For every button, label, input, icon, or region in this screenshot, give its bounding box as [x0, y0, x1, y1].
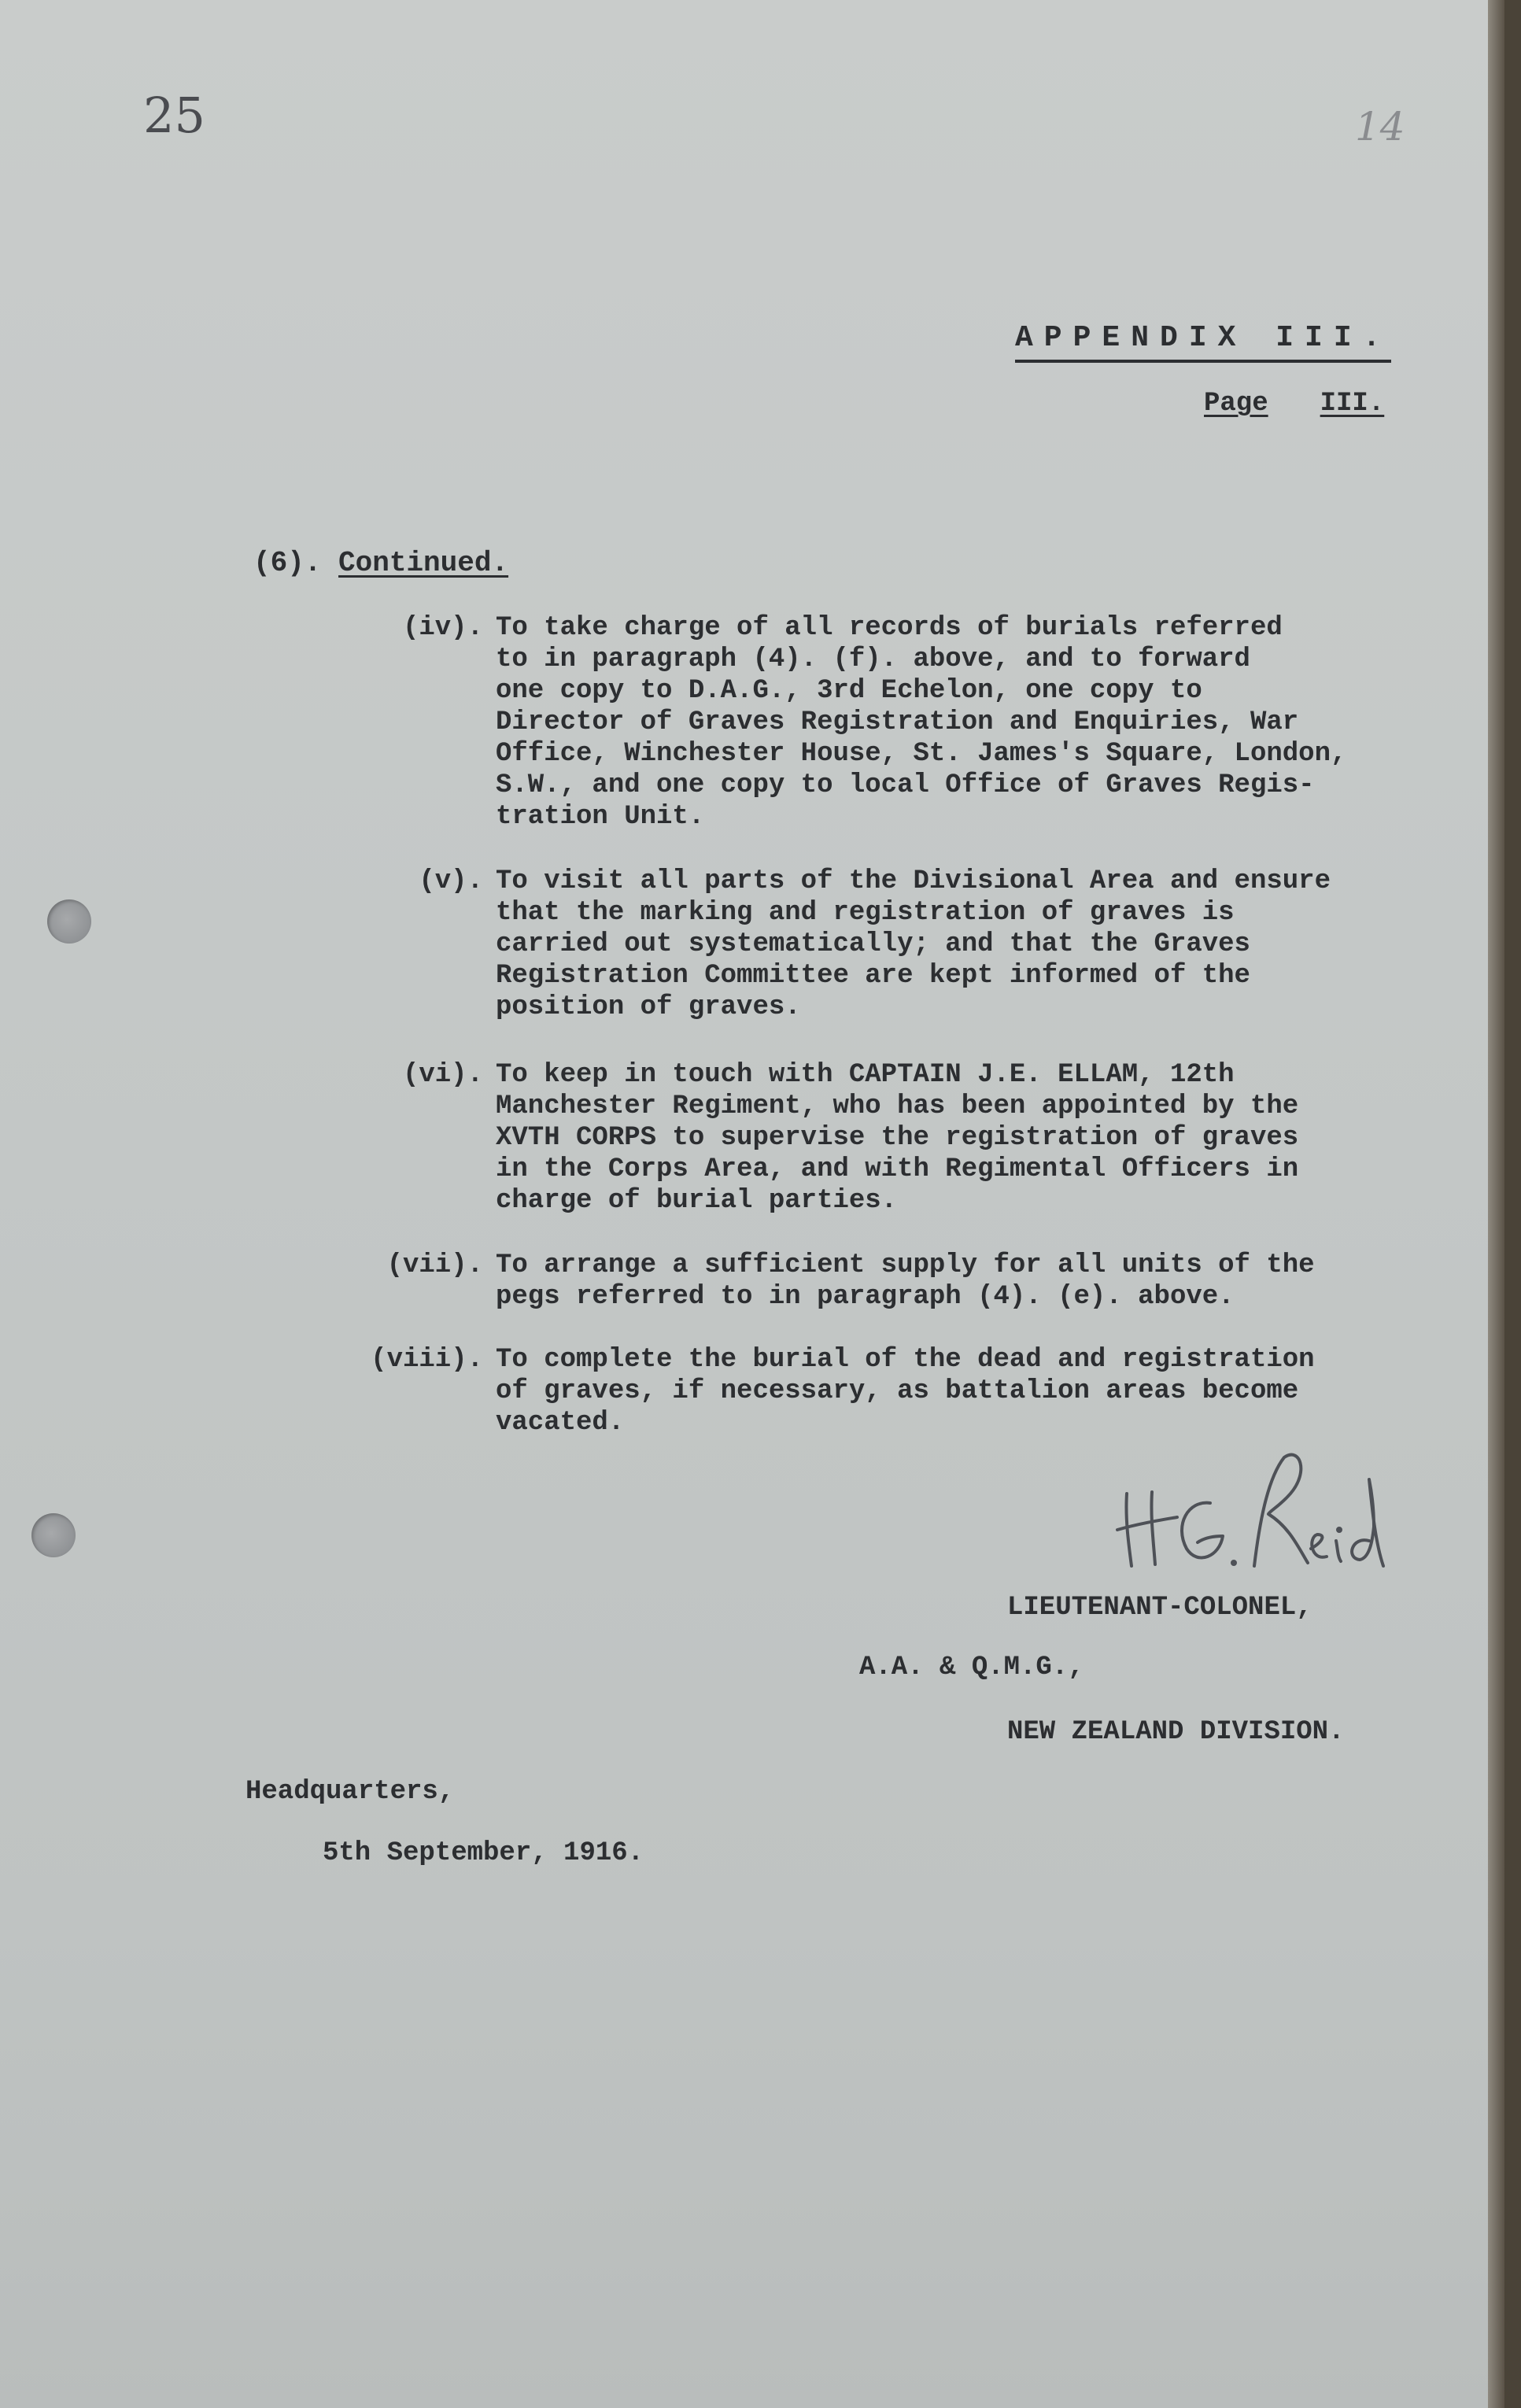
page-reference [1204, 389, 1384, 419]
headquarters-line: Headquarters, [246, 1777, 455, 1807]
section-heading [253, 547, 508, 579]
item-number: (vii). [386, 1250, 483, 1280]
item-text: To arrange a sufficient supply for all units of the pegs referred to in paragraph (4). (e). above. [496, 1250, 1315, 1312]
folio-number-right: 14 [1355, 104, 1405, 150]
document-date: 5th September, 1916. [323, 1838, 644, 1868]
page-label: Page [1204, 389, 1268, 419]
handwritten-signature [1116, 1448, 1391, 1582]
signatory-unit: NEW ZEALAND DIVISION. [1007, 1717, 1345, 1747]
folio-number-left: 25 [143, 87, 205, 144]
item-text: To complete the burial of the dead and registration of graves, if necessary, as battalion areas become vacated. [496, 1345, 1315, 1438]
item-text: To keep in touch with CAPTAIN J.E. ELLAM, 12th Manchester Regiment, who has been appointed by the XVTH CORPS to supervise the registration of graves in the Corps Area, and with Regimental Officers in charge of burial parties. [496, 1060, 1299, 1216]
item-number: (v). [419, 866, 483, 896]
item-text: To take charge of all records of burials referred to in paragraph (4). (f). above, and to forward one copy to D.A.G., 3rd Echelon, one copy to Director of Graves Registration and Enquiries, War Office, Winchester House, St. James's Square, London, S.W., and one copy to local Office of Graves Regis- tration Unit. [496, 613, 1347, 832]
punch-hole [47, 899, 91, 944]
section-title: Continued. [338, 547, 509, 579]
page-number: III. [1320, 389, 1385, 419]
list-item [419, 866, 1471, 1023]
item-number: (iv). [402, 613, 483, 643]
item-text: To visit all parts of the Divisional Area and ensure that the marking and registration of graves is carried out systematically; and that the Graves Registration Committee are kept informed of the position of graves. [496, 866, 1331, 1022]
punch-hole [31, 1513, 76, 1557]
page-edge [1488, 0, 1504, 2408]
appendix-heading: APPENDIX III. [1015, 321, 1391, 363]
list-item [402, 1059, 1471, 1217]
signatory-role: A.A. & Q.M.G., [859, 1653, 1084, 1682]
signatory-rank: LIEUTENANT-COLONEL, [1007, 1593, 1312, 1623]
list-item [371, 1344, 1471, 1439]
item-number: (vi). [402, 1060, 483, 1090]
item-number: (viii). [371, 1345, 483, 1375]
section-number: (6). [253, 547, 322, 579]
list-item [386, 1250, 1471, 1313]
list-item [402, 612, 1471, 833]
